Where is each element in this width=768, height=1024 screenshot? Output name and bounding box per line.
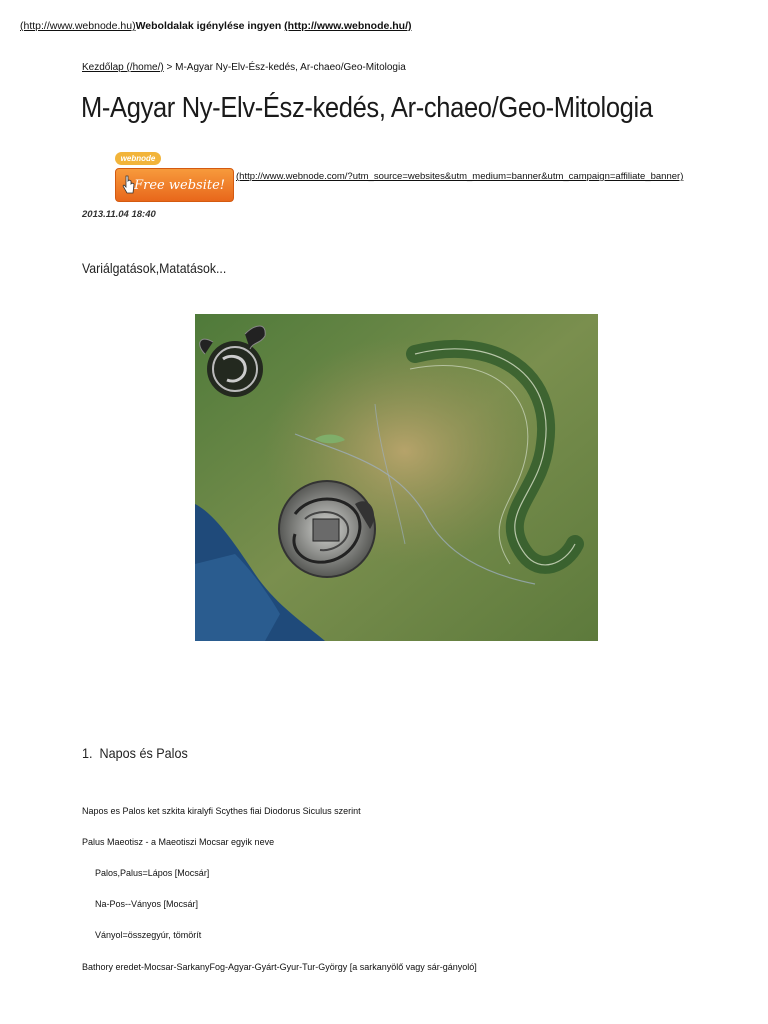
paragraph-4: Na-Pos--Ványos [Mocsár]: [95, 899, 199, 909]
promo-link[interactable]: (http://www.webnode.hu/): [284, 20, 412, 32]
paragraph-5: Ványol=összegyúr, tömörít: [95, 930, 202, 940]
webnode-home-link[interactable]: (http://www.webnode.hu): [20, 20, 136, 32]
free-website-button[interactable]: [115, 168, 234, 202]
section-title: Napos és Palos: [99, 745, 188, 761]
breadcrumb-current: M-Agyar Ny-Elv-Ész-kedés, Ar-chaeo/Geo-Mitologia: [175, 62, 406, 73]
banner-affiliate-link[interactable]: (http://www.webnode.com/?utm_source=websites&utm_medium=banner&utm_campaign=affiliate_banner): [236, 171, 684, 182]
map-illustration: [195, 314, 598, 641]
intro-text: Variálgatások,Matatások...: [82, 260, 227, 276]
breadcrumb-separator: >: [166, 62, 173, 73]
paragraph-6: Bathory eredet-Mocsar-SarkanyFog-Agyar-Gyárt-Gyur-Tur-György [a sarkanyölő vagy sár-gányoló]: [82, 962, 477, 972]
paragraph-3: Palos,Palus=Lápos [Mocsár]: [95, 868, 210, 878]
section-number: 1.: [82, 745, 93, 761]
paragraph-2: Palus Maeotisz - a Maeotiszi Mocsar egyik neve: [82, 837, 275, 847]
webnode-logo: webnode: [115, 152, 161, 165]
breadcrumb-home-link[interactable]: Kezdőlap (/home/): [82, 62, 164, 73]
breadcrumb: [82, 62, 406, 73]
dragon-coin: [279, 481, 375, 577]
satellite-map-image: [195, 314, 598, 641]
section-heading: [82, 745, 188, 761]
post-date: 2013.11.04 18:40: [82, 209, 156, 220]
hand-cursor-icon: [122, 175, 136, 195]
top-promo-bar: [20, 20, 412, 32]
promo-text: Weboldalak igénylése ingyen: [135, 20, 282, 32]
page-title: M-Agyar Ny-Elv-Ész-kedés, Ar-chaeo/Geo-Mitologia: [81, 92, 653, 124]
free-website-label: Free website!: [134, 178, 225, 193]
paragraph-1: Napos es Palos ket szkita kiralyfi Scythes fiai Diodorus Siculus szerint: [82, 806, 361, 816]
